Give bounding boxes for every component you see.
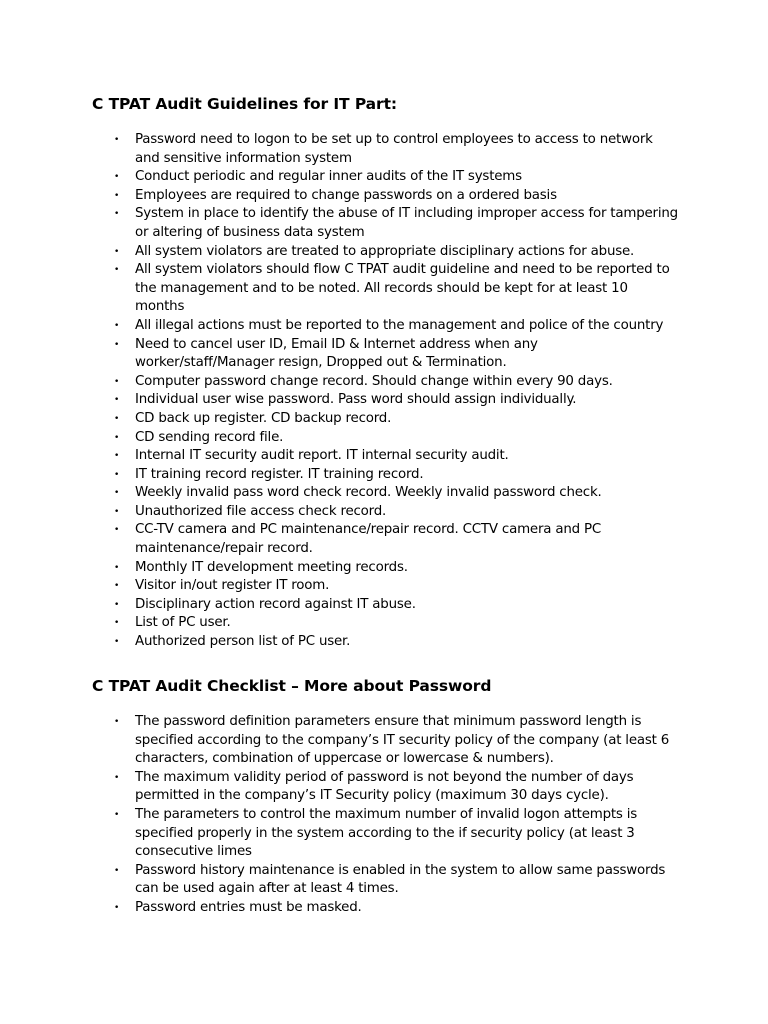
list-item-text: Weekly invalid pass word check record. Weekly invalid password check. [135, 485, 602, 501]
list-item-text: CC-TV camera and PC maintenance/repair record. CCTV camera and PC maintenance/repair record. [135, 522, 601, 557]
list-item-text: All system violators should flow C TPAT audit guideline and need to be reported to the management and to be noted. All records should be kept for at least 10 months [135, 262, 670, 315]
list-item [0, 614, 680, 633]
bullet-icon: • [114, 451, 120, 462]
list-item-text: All system violators are treated to appropriate disciplinary actions for abuse. [135, 243, 635, 259]
list-item [0, 806, 680, 862]
list-item-text: Disciplinary action record against IT abuse. [135, 596, 416, 612]
list-item-text: Computer password change record. Should change within every 90 days. [135, 373, 613, 389]
list-item-text: CD sending record file. [135, 429, 284, 445]
section-heading-checklist: C TPAT Audit Checklist – More about Password [92, 677, 492, 695]
section-heading-guidelines: C TPAT Audit Guidelines for IT Part: [92, 95, 397, 113]
list-item [0, 187, 680, 206]
list-item-text: Authorized person list of PC user. [135, 634, 351, 650]
list-item [0, 577, 680, 596]
list-item [0, 205, 680, 242]
list-item-text: The maximum validity period of password is not beyond the number of days permitted in the company’s IT Security policy (maximum 30 days cycle). [135, 769, 634, 804]
list-item-text: Visitor in/out register IT room. [135, 578, 330, 594]
list-item [0, 862, 680, 899]
bullet-icon: • [114, 809, 120, 820]
bullet-icon: • [114, 717, 120, 727]
list-item-text: CD back up register. CD backup record. [135, 410, 392, 426]
list-item-text: Password need to logon to be set up to control employees to access to network and sensitive information system [135, 132, 653, 166]
list-item [0, 336, 680, 373]
list-item [0, 559, 680, 578]
list-item-text: Individual user wise password. Pass word should assign individually. [135, 392, 577, 408]
list-item [0, 261, 680, 317]
bullet-icon: • [114, 209, 120, 220]
list-item [0, 769, 680, 806]
list-item-text: The password definition parameters ensure that minimum password length is specified according to the company’s IT security policy of the company (at least 6 characters, combination of uppercase or lowercase & numbers). [135, 714, 670, 767]
list-item [0, 633, 680, 652]
bullet-icon: • [114, 599, 120, 610]
bullet-icon: • [114, 339, 120, 350]
list-item-text: System in place to identify the abuse of IT including improper access for tampering or altering of business data system [135, 206, 678, 240]
bullet-icon: • [114, 865, 120, 876]
bullet-icon: • [114, 581, 120, 592]
bullet-icon: • [114, 618, 120, 629]
bullet-icon: • [114, 469, 120, 480]
bullet-icon: • [114, 320, 120, 331]
bullet-icon: • [114, 413, 120, 424]
list-item-text: Employees are required to change passwords on a ordered basis [135, 187, 557, 203]
bullet-icon: • [114, 506, 120, 517]
list-item [0, 131, 680, 168]
bullet-icon: • [114, 376, 120, 387]
list-item [0, 503, 680, 522]
list-item [0, 391, 680, 410]
list-item-text: IT training record register. IT training record. [135, 466, 424, 482]
bullet-icon: • [114, 902, 120, 913]
list-item-text: Password entries must be masked. [135, 899, 362, 915]
list-item-text: Password history maintenance is enabled in the system to allow same passwords can be used again after at least 4 times. [135, 862, 666, 897]
list-item [0, 596, 680, 615]
list-item [0, 410, 680, 429]
list-item-text: Conduct periodic and regular inner audits of the IT systems [135, 169, 522, 185]
list-item [0, 373, 680, 392]
list-item-text: Need to cancel user ID, Email ID & Internet address when any worker/staff/Manager resign, Dropped out & Termination. [135, 336, 538, 371]
list-item [0, 243, 680, 262]
list-item-text: The parameters to control the maximum number of invalid logon attempts is specified properly in the system according to the if security policy (at least 3 consecutive limes [135, 806, 638, 860]
list-item [0, 899, 680, 918]
bullet-icon: • [114, 395, 120, 406]
list-item-text: Internal IT security audit report. IT internal security audit. [135, 448, 509, 464]
list-item [0, 484, 680, 503]
bullet-icon: • [114, 432, 120, 443]
list-item [0, 521, 680, 558]
list-item-text: List of PC user. [135, 615, 231, 631]
guidelines-list [0, 131, 768, 652]
list-item [0, 429, 680, 448]
checklist-list [0, 713, 768, 918]
list-item-text: Unauthorized file access check record. [135, 503, 387, 519]
list-item [0, 168, 680, 187]
bullet-icon: • [114, 637, 120, 648]
bullet-icon: • [114, 525, 120, 536]
list-item [0, 317, 680, 336]
list-item [0, 466, 680, 485]
bullet-icon: • [114, 265, 120, 276]
bullet-icon: • [114, 190, 120, 201]
list-item-text: All illegal actions must be reported to the management and police of the country [135, 317, 664, 333]
list-item-text: Monthly IT development meeting records. [135, 559, 408, 575]
bullet-icon: • [114, 488, 120, 499]
bullet-icon: • [114, 562, 120, 573]
bullet-icon: • [114, 772, 120, 783]
list-item [0, 713, 680, 769]
bullet-icon: • [114, 246, 120, 257]
bullet-icon: • [114, 135, 120, 145]
list-item [0, 447, 680, 466]
bullet-icon: • [114, 172, 120, 183]
